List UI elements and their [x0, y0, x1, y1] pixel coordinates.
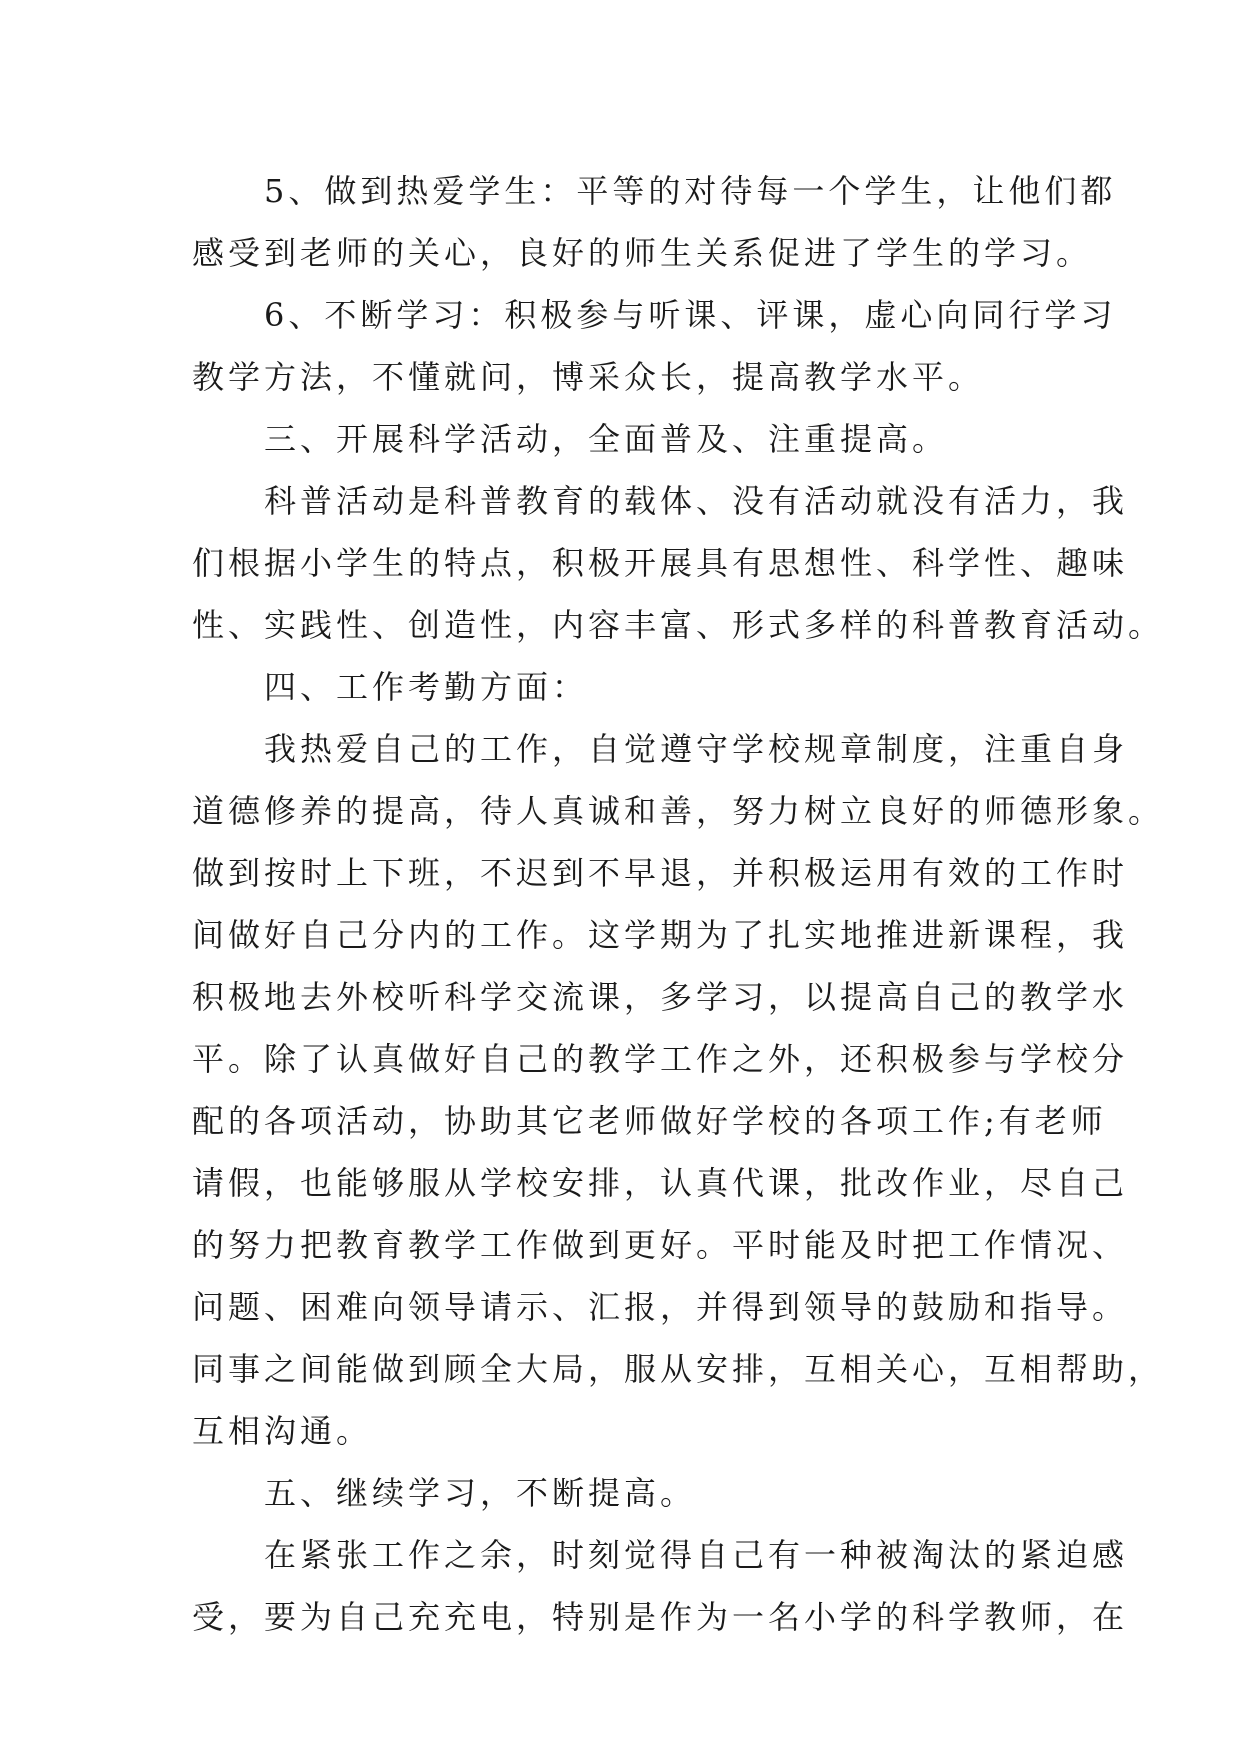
text-line: 三、开展科学活动，全面普及、注重提高。 — [264, 420, 949, 458]
body-text — [192, 160, 1165, 1648]
text-line: 平。除了认真做好自己的教学工作之外，还积极参与学校分 — [192, 1040, 1129, 1078]
text-line: 教学方法，不懂就问，博采众长，提高教学水平。 — [192, 358, 985, 396]
text-line: 道德修养的提高，待人真诚和善，努力树立良好的师德形象。 — [192, 792, 1165, 830]
text-line: 我热爱自己的工作，自觉遵守学校规章制度，注重自身 — [264, 730, 1129, 768]
text-line: 请假，也能够服从学校安排，认真代课，批改作业，尽自己 — [192, 1164, 1129, 1202]
text-line: 积极地去外校听科学交流课，多学习，以提高自己的教学水 — [192, 978, 1129, 1016]
paragraph-attendance — [192, 718, 1165, 1462]
heading-science-activities — [192, 408, 1062, 470]
text-line: 间做好自己分内的工作。这学期为了扎实地推进新课程，我 — [192, 916, 1129, 954]
text-line: 在紧张工作之余，时刻觉得自己有一种被淘汰的紧迫感 — [264, 1536, 1129, 1574]
text-line: 四、工作考勤方面： — [264, 668, 589, 706]
text-line: 性、实践性、创造性，内容丰富、形式多样的科普教育活动。 — [192, 606, 1165, 644]
heading-continue-learning — [192, 1462, 1062, 1524]
text-line: 5、做到热爱学生：平等的对待每一个学生，让他们都 — [264, 172, 1117, 210]
text-line: 受，要为自己充充电，特别是作为一名小学的科学教师，在 — [192, 1598, 1129, 1636]
text-line: 的努力把教育教学工作做到更好。平时能及时把工作情况、 — [192, 1226, 1129, 1264]
text-line: 配的各项活动，协助其它老师做好学校的各项工作;有老师 — [192, 1102, 1107, 1140]
text-line: 做到按时上下班，不迟到不早退，并积极运用有效的工作时 — [192, 854, 1129, 892]
text-line: 感受到老师的关心，良好的师生关系促进了学生的学习。 — [192, 234, 1093, 272]
paragraph-keep-learning — [192, 284, 1117, 408]
text-line: 们根据小学生的特点，积极开展具有思想性、科学性、趣味 — [192, 544, 1129, 582]
paragraph-love-students — [192, 160, 1117, 284]
text-line: 同事之间能做到顾全大局，服从安排，互相关心，互相帮助， — [192, 1350, 1165, 1388]
paragraph-science-activities — [192, 470, 1165, 656]
text-line: 问题、困难向领导请示、汇报，并得到领导的鼓励和指导。 — [192, 1288, 1129, 1326]
heading-attendance — [192, 656, 1062, 718]
text-line: 互相沟通。 — [192, 1412, 373, 1450]
text-line: 6、不断学习：积极参与听课、评课，虚心向同行学习 — [264, 296, 1117, 334]
text-line: 五、继续学习，不断提高。 — [264, 1474, 697, 1512]
text-line: 科普活动是科普教育的载体、没有活动就没有活力，我 — [264, 482, 1129, 520]
paragraph-continue-learning — [192, 1524, 1129, 1648]
